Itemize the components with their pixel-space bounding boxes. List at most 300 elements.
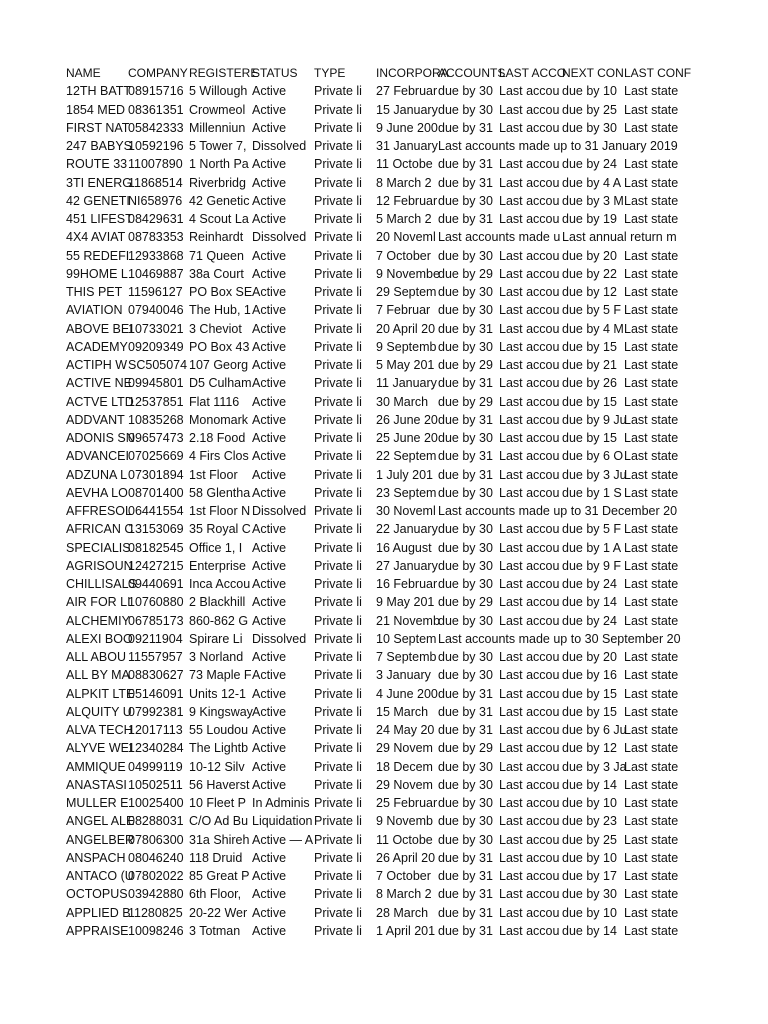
incorporated-cell: 16 August [376, 540, 432, 555]
next-confirmation-cell: due by 24 [562, 577, 617, 591]
name-cell: ADVANCEI [66, 449, 129, 464]
last-accounts-cell: Last accou [499, 266, 560, 281]
next-confirmation-cell: due by 3 Ju [562, 467, 627, 482]
incorporated-cell: 7 October [376, 869, 431, 883]
last-confirmation-cell: Last state [624, 850, 679, 865]
column-header: NEXT CON [562, 66, 624, 80]
registered-address-cell: 38a Court [189, 266, 244, 281]
accounts-cell: due by 30 [438, 485, 493, 500]
name-cell: ALVA TECH [66, 723, 133, 737]
name-cell: ACADEMY [66, 339, 128, 354]
last-accounts-cell: Last accou [499, 887, 560, 902]
last-accounts-cell: Last accou [499, 175, 560, 190]
accounts-cell: due by 30 [438, 650, 493, 664]
status-cell: Active [252, 394, 287, 409]
table-row [66, 867, 686, 885]
accounts-cell: due by 30 [438, 303, 493, 318]
last-accounts-cell: Last accou [499, 832, 560, 847]
table-row [66, 539, 686, 557]
type-cell: Private li [314, 431, 362, 445]
table-row [66, 812, 686, 830]
last-accounts-cell: Last accou [499, 723, 560, 737]
table-row [66, 155, 686, 173]
name-cell: AVIATION [66, 303, 123, 318]
next-confirmation-cell: due by 4 M [562, 321, 624, 336]
company-number-cell: 08361351 [128, 102, 184, 117]
type-cell: Private li [314, 522, 362, 537]
status-cell: Active [252, 668, 287, 683]
registered-address-cell: 118 Druid [189, 850, 243, 865]
type-cell: Private li [314, 321, 362, 336]
header-row [66, 64, 692, 82]
accounts-cell: due by 31 [438, 850, 493, 865]
name-cell: 42 GENETI [66, 193, 130, 208]
next-confirmation-cell: due by 12 [562, 285, 617, 299]
registered-address-cell: 3 Totman [189, 923, 241, 938]
table-row [66, 849, 686, 867]
type-cell: Private li [314, 595, 362, 610]
type-cell: Private li [314, 832, 362, 847]
name-cell: ACTIVE NE [66, 376, 132, 391]
incorporated-cell: 9 May 201 [376, 595, 435, 610]
accounts-cell: due by 30 [438, 814, 493, 829]
accounts-cell: due by 31 [438, 467, 493, 482]
incorporated-cell: 21 Novemb [376, 613, 440, 628]
accounts-cell: due by 30 [438, 668, 493, 683]
registered-address-cell: 6th Floor, [189, 887, 242, 902]
last-confirmation-cell: Last state [624, 796, 679, 810]
last-confirmation-cell: Last state [624, 650, 679, 664]
status-cell: Active [252, 850, 287, 865]
last-confirmation-cell: Last state [624, 759, 679, 774]
incorporated-cell: 30 March [376, 394, 429, 409]
accounts-cell: due by 30 [438, 777, 493, 792]
registered-address-cell: Flat 1116 [189, 394, 240, 409]
status-cell: Dissolved [252, 504, 307, 518]
last-accounts-cell: Last accou [499, 431, 560, 445]
type-cell: Private li [314, 631, 362, 646]
registered-address-cell: 42 Genetic [189, 193, 250, 208]
company-number-cell: 10025400 [128, 796, 184, 810]
next-confirmation-cell: due by 12 [562, 741, 617, 756]
column-header: LAST CONF [624, 66, 692, 80]
name-cell: ANGELBER [66, 832, 135, 847]
last-accounts-cell: Last accou [499, 923, 560, 938]
status-cell: Active [252, 157, 287, 172]
registered-address-cell: 5 Willough [189, 84, 248, 99]
last-accounts-cell: Last accou [499, 193, 560, 208]
status-cell: Active [252, 212, 287, 226]
registered-address-cell: 2.18 Food [189, 431, 246, 445]
incorporated-cell: 9 Novembe [376, 266, 440, 281]
accounts-cell: due by 30 [438, 84, 493, 99]
column-header: STATUS [252, 66, 298, 80]
accounts-cell: due by 31 [438, 686, 493, 701]
accounts-cell: due by 29 [438, 741, 493, 756]
type-cell: Private li [314, 869, 362, 883]
status-cell: Active — A [252, 832, 314, 847]
company-number-cell: 08915716 [128, 84, 184, 99]
company-number-cell: 09209349 [128, 339, 184, 354]
registered-address-cell: 85 Great P [189, 869, 250, 883]
accounts-cell: due by 31 [438, 869, 493, 883]
status-cell: Active [252, 84, 287, 99]
table-row [66, 411, 686, 429]
name-cell: 3TI ENERG [66, 175, 132, 190]
last-confirmation-cell: Last state [624, 869, 679, 883]
type-cell: Private li [314, 175, 362, 190]
next-confirmation-cell: due by 26 [562, 376, 617, 391]
status-cell: Dissolved [252, 631, 307, 646]
incorporated-cell: 1 July 201 [376, 467, 433, 482]
company-number-cell: 10760880 [128, 595, 184, 610]
registered-address-cell: PO Box 43 [189, 339, 250, 354]
incorporated-cell: 22 Septem [376, 449, 437, 464]
incorporated-cell: 29 Septem [376, 285, 437, 299]
registered-address-cell: D5 Culham [189, 376, 252, 391]
registered-address-cell: Enterprise [189, 558, 246, 573]
name-cell: AMMIQUE [66, 759, 126, 774]
registered-address-cell: 20-22 Wer [189, 905, 248, 920]
type-cell: Private li [314, 814, 362, 829]
status-cell: Active [252, 431, 287, 445]
incorporated-cell: 4 June 200 [376, 686, 438, 701]
last-accounts-cell: Last accou [499, 613, 560, 628]
last-confirmation-cell: Last state [624, 266, 679, 281]
last-accounts-cell: Last accou [499, 796, 560, 810]
incorporated-cell: 11 January [376, 376, 437, 391]
company-number-cell: 07940046 [128, 303, 184, 318]
table-row [66, 192, 686, 210]
name-cell: 4X4 AVIAT [66, 230, 126, 245]
next-confirmation-cell: due by 6 O [562, 449, 624, 464]
name-cell: 12TH BATT [66, 84, 132, 99]
next-confirmation-cell: due by 10 [562, 850, 617, 865]
accounts-cell: Last accounts made up to 30 September 20 [438, 631, 681, 646]
accounts-cell: due by 29 [438, 595, 493, 610]
accounts-cell: due by 29 [438, 394, 493, 409]
incorporated-cell: 31 January [376, 139, 438, 153]
last-accounts-cell: Last accou [499, 485, 560, 500]
company-number-cell: 11007890 [128, 157, 183, 172]
table-row [66, 82, 686, 100]
incorporated-cell: 29 Novem [376, 741, 433, 756]
status-cell: Active [252, 741, 287, 756]
type-cell: Private li [314, 139, 362, 153]
company-number-cell: 08701400 [128, 485, 184, 500]
incorporated-cell: 20 April 20 [376, 321, 436, 336]
last-confirmation-cell: Last state [624, 777, 679, 792]
company-number-cell: 06441554 [128, 504, 184, 518]
status-cell: Active [252, 759, 287, 774]
name-cell: ALL BY MA [66, 668, 130, 683]
company-number-cell: 11868514 [128, 175, 183, 190]
last-confirmation-cell: Last state [624, 577, 679, 591]
next-confirmation-cell: due by 16 [562, 668, 617, 683]
company-number-cell: 10098246 [128, 923, 184, 938]
next-confirmation-cell: due by 20 [562, 248, 617, 263]
last-confirmation-cell: Last state [624, 741, 679, 756]
table-row [66, 703, 686, 721]
last-accounts-cell: Last accou [499, 558, 560, 573]
registered-address-cell: 10-12 Silv [189, 759, 245, 774]
accounts-cell: due by 30 [438, 248, 493, 263]
table-row [66, 739, 686, 757]
name-cell: ALPKIT LTE [66, 686, 135, 701]
next-confirmation-cell: due by 15 [562, 704, 617, 719]
accounts-cell: due by 31 [438, 412, 493, 427]
last-confirmation-cell: Last state [624, 376, 679, 391]
next-confirmation-cell: due by 15 [562, 394, 617, 409]
registered-address-cell: 1st Floor N [189, 504, 251, 518]
accounts-cell: due by 30 [438, 759, 493, 774]
last-confirmation-cell: Last state [624, 449, 679, 464]
type-cell: Private li [314, 248, 362, 263]
registered-address-cell: 4 Scout La [189, 212, 249, 226]
last-confirmation-cell: Last state [624, 686, 679, 701]
registered-address-cell: 73 Maple F [189, 668, 252, 683]
incorporated-cell: 18 Decem [376, 759, 433, 774]
table-row [66, 575, 686, 593]
column-header: LAST ACCO [499, 66, 567, 80]
type-cell: Private li [314, 686, 362, 701]
type-cell: Private li [314, 668, 362, 683]
incorporated-cell: 3 January [376, 668, 431, 683]
company-number-cell: 11280825 [128, 905, 183, 920]
incorporated-cell: 7 October [376, 248, 431, 263]
incorporated-cell: 22 January [376, 522, 438, 537]
company-number-cell: 08288031 [128, 814, 184, 829]
next-confirmation-cell: Last annual return m [562, 230, 677, 245]
accounts-cell: Last accounts made up to 31 January 2019 [438, 139, 678, 153]
registered-address-cell: The Hub, 1 [189, 303, 251, 318]
status-cell: Active [252, 321, 287, 336]
table-row [66, 648, 686, 666]
status-cell: Active [252, 595, 287, 610]
name-cell: OCTOPUS [66, 887, 128, 902]
registered-address-cell: 55 Loudou [189, 723, 249, 737]
name-cell: ALYVE WEI [66, 741, 133, 756]
company-number-cell: 09945801 [128, 376, 184, 391]
company-number-cell: 08830627 [128, 668, 184, 683]
incorporated-cell: 8 March 2 [376, 887, 432, 902]
table-row [66, 210, 686, 228]
type-cell: Private li [314, 923, 362, 938]
name-cell: ANSPACH [66, 850, 126, 865]
company-number-cell: 04999119 [128, 759, 183, 774]
accounts-cell: due by 30 [438, 522, 493, 537]
accounts-cell: due by 29 [438, 358, 493, 372]
incorporated-cell: 7 Februar [376, 303, 431, 318]
last-accounts-cell: Last accou [499, 120, 560, 135]
last-confirmation-cell: Last state [624, 814, 679, 829]
last-accounts-cell: Last accou [499, 102, 560, 117]
name-cell: 99HOME L [66, 266, 128, 281]
last-confirmation-cell: Last state [624, 212, 679, 226]
type-cell: Private li [314, 485, 362, 500]
company-number-cell: 12427215 [128, 558, 184, 573]
type-cell: Private li [314, 230, 362, 245]
status-cell: Active [252, 869, 287, 883]
company-number-cell: 07301894 [128, 467, 184, 482]
last-accounts-cell: Last accou [499, 704, 560, 719]
last-accounts-cell: Last accou [499, 394, 560, 409]
accounts-cell: due by 31 [438, 157, 493, 172]
name-cell: AFFRESOL [66, 504, 132, 518]
last-accounts-cell: Last accou [499, 777, 560, 792]
accounts-cell: due by 30 [438, 540, 493, 555]
registered-address-cell: 58 Glentha [189, 485, 251, 500]
status-cell: Active [252, 686, 287, 701]
registered-address-cell: 107 Georg [189, 358, 249, 372]
last-confirmation-cell: Last state [624, 887, 679, 902]
last-accounts-cell: Last accou [499, 595, 560, 610]
registered-address-cell: Reinhardt [189, 230, 244, 245]
incorporated-cell: 29 Novem [376, 777, 433, 792]
next-confirmation-cell: due by 19 [562, 212, 617, 226]
table-row [66, 137, 686, 155]
next-confirmation-cell: due by 20 [562, 650, 617, 664]
registered-address-cell: 56 Haverst [189, 777, 250, 792]
status-cell: Active [252, 248, 287, 263]
table-row [66, 593, 686, 611]
registered-address-cell: 35 Royal C [189, 522, 251, 537]
spreadsheet [66, 64, 692, 944]
incorporated-cell: 27 January [376, 558, 438, 573]
name-cell: ADDVANT [66, 412, 125, 427]
last-accounts-cell: Last accou [499, 668, 560, 683]
status-cell: Active [252, 522, 287, 537]
accounts-cell: due by 31 [438, 905, 493, 920]
company-number-cell: 08783353 [128, 230, 184, 245]
company-number-cell: 13153069 [128, 522, 184, 537]
last-confirmation-cell: Last state [624, 905, 679, 920]
table-row [66, 685, 686, 703]
accounts-cell: Last accounts made u [438, 230, 561, 245]
last-accounts-cell: Last accou [499, 358, 560, 372]
incorporated-cell: 23 Septem [376, 485, 437, 500]
incorporated-cell: 30 Noveml [376, 504, 436, 518]
company-number-cell: SC505074 [128, 358, 188, 372]
type-cell: Private li [314, 212, 362, 226]
last-accounts-cell: Last accou [499, 321, 560, 336]
company-number-cell: 07992381 [128, 704, 184, 719]
last-confirmation-cell: Last state [624, 668, 679, 683]
company-number-cell: 08429631 [128, 212, 184, 226]
accounts-cell: due by 31 [438, 723, 493, 737]
registered-address-cell: 3 Cheviot [189, 321, 242, 336]
company-number-cell: 10835268 [128, 412, 184, 427]
status-cell: Active [252, 120, 287, 135]
incorporated-cell: 9 June 200 [376, 120, 438, 135]
company-number-cell: 09211904 [128, 631, 183, 646]
accounts-cell: due by 29 [438, 266, 493, 281]
registered-address-cell: 860-862 G [189, 613, 249, 628]
last-confirmation-cell: Last state [624, 540, 679, 555]
name-cell: AIR FOR LI [66, 595, 131, 610]
table-row [66, 338, 686, 356]
next-confirmation-cell: due by 5 F [562, 522, 622, 537]
next-confirmation-cell: due by 14 [562, 595, 617, 610]
type-cell: Private li [314, 84, 362, 99]
company-number-cell: 10469887 [128, 266, 184, 281]
table-row [66, 119, 686, 137]
company-number-cell: 06785173 [128, 613, 184, 628]
next-confirmation-cell: due by 9 Ju [562, 412, 627, 427]
registered-address-cell: 2 Blackhill [189, 595, 246, 610]
type-cell: Private li [314, 777, 362, 792]
status-cell: Active [252, 358, 287, 372]
last-confirmation-cell: Last state [624, 321, 679, 336]
incorporated-cell: 9 Novemb [376, 814, 433, 829]
registered-address-cell: Millenniun [189, 120, 246, 135]
table-row [66, 174, 686, 192]
name-cell: ALL ABOU [66, 650, 126, 664]
table-row [66, 374, 686, 392]
next-confirmation-cell: due by 22 [562, 266, 617, 281]
company-number-cell: 11557957 [128, 650, 183, 664]
table-row [66, 776, 686, 794]
accounts-cell: due by 31 [438, 376, 493, 391]
accounts-cell: due by 31 [438, 120, 493, 135]
last-accounts-cell: Last accou [499, 376, 560, 391]
name-cell: APPRAISE [66, 923, 129, 938]
last-confirmation-cell: Last state [624, 358, 679, 372]
last-accounts-cell: Last accou [499, 303, 560, 318]
status-cell: Active [252, 613, 287, 628]
last-accounts-cell: Last accou [499, 814, 560, 829]
registered-address-cell: Monomark [189, 412, 249, 427]
last-accounts-cell: Last accou [499, 248, 560, 263]
type-cell: Private li [314, 285, 362, 299]
next-confirmation-cell: due by 9 F [562, 558, 622, 573]
last-accounts-cell: Last accou [499, 467, 560, 482]
last-accounts-cell: Last accou [499, 522, 560, 537]
accounts-cell: due by 30 [438, 193, 493, 208]
status-cell: Active [252, 905, 287, 920]
last-accounts-cell: Last accou [499, 540, 560, 555]
incorporated-cell: 24 May 20 [376, 723, 435, 737]
company-number-cell: 12340284 [128, 741, 184, 756]
name-cell: ACTIPH W [66, 358, 128, 372]
registered-address-cell: 3 Norland [189, 650, 244, 664]
company-number-cell: 10502511 [128, 777, 183, 792]
table-row [66, 758, 686, 776]
status-cell: Active [252, 303, 287, 318]
status-cell: Active [252, 266, 287, 281]
name-cell: ROUTE 33 [66, 157, 128, 172]
company-number-cell: 10592196 [128, 139, 184, 153]
accounts-cell: due by 31 [438, 321, 493, 336]
last-confirmation-cell: Last state [624, 723, 679, 737]
last-accounts-cell: Last accou [499, 84, 560, 99]
name-cell: ACTVE LTD [66, 394, 134, 409]
table-row [66, 666, 686, 684]
type-cell: Private li [314, 339, 362, 354]
last-confirmation-cell: Last state [624, 613, 679, 628]
column-header: INCORPORA [376, 66, 449, 80]
company-number-cell: 12537851 [128, 394, 184, 409]
last-accounts-cell: Last accou [499, 741, 560, 756]
table-row [66, 447, 686, 465]
registered-address-cell: The Lightb [189, 741, 249, 756]
next-confirmation-cell: due by 30 [562, 120, 617, 135]
registered-address-cell: 5 Tower 7, [189, 139, 247, 153]
last-accounts-cell: Last accou [499, 157, 560, 172]
company-number-cell: 12017113 [128, 723, 183, 737]
last-accounts-cell: Last accou [499, 759, 560, 774]
table-row [66, 794, 686, 812]
